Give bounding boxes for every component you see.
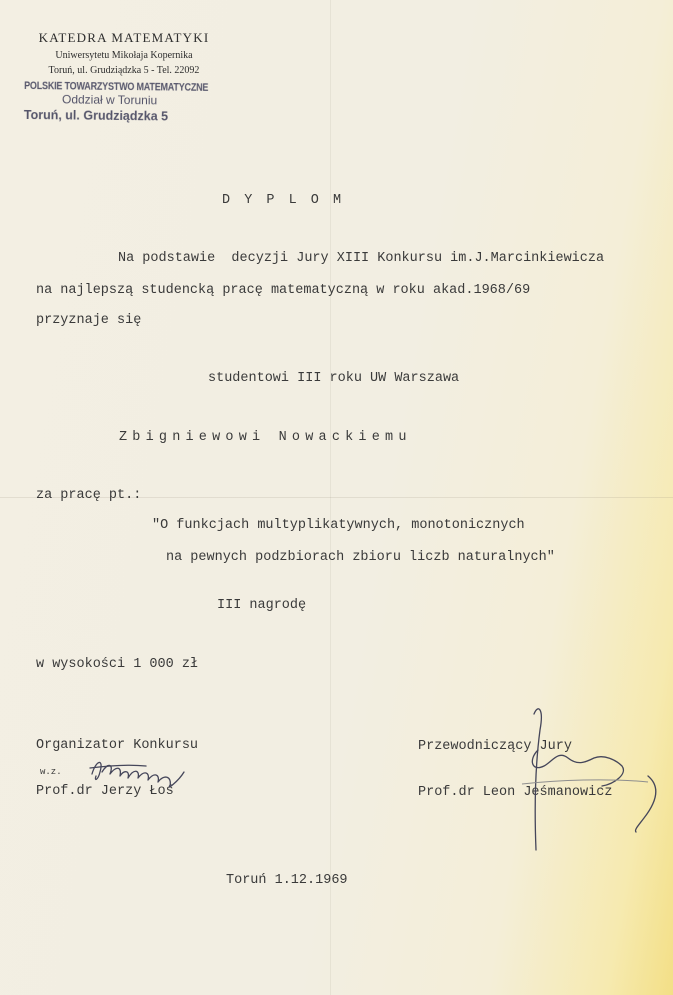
letterhead-university: Uniwersytetu Mikołaja Kopernika [55,50,193,61]
stamp-society-name: POLSKIE TOWARZYSTWO MATEMATYCZNE [24,78,209,94]
letterhead [24,30,224,76]
left-signatory-role: Organizator Konkursu [36,738,199,753]
letterhead-title: KATEDRA MATEMATYKI [38,30,210,45]
award-amount: w wysokości 1 000 zł [36,657,199,672]
right-handwritten-signature [498,700,670,860]
letterhead-address: Toruń, ul. Grudziądzka 5 - Tel. 22092 [48,65,200,76]
document-title: D Y P L O M [222,193,345,208]
paper-fold-vertical [330,0,331,995]
right-signatory-name: Prof.dr Leon Jeśmanowicz [418,785,613,800]
society-stamp [24,79,224,124]
recipient-name: Zbigniewowi Nowackiemu [119,430,412,445]
body-line-3: przyznaje się [36,313,142,328]
body-line-1: Na podstawie decyzji Jury XIII Konkursu im.J.Marcinkiewicza [118,251,605,266]
left-signatory-name: Prof.dr Jerzy Łoś [36,784,174,799]
body-line-2: na najlepszą studencką pracę matematyczną w roku akad.1968/69 [36,283,531,298]
stamp-address: Toruń, ul. Grudziądzka 5 [23,107,169,124]
left-handwritten-signature [86,752,196,792]
award-place: III nagrodę [217,598,307,613]
place-and-date: Toruń 1.12.1969 [226,873,348,888]
work-title-line-1: "O funkcjach multyplikatywnych, monotonicznych [152,518,525,533]
stamp-branch: Oddział w Toruniu [61,92,158,108]
right-signatory-role: Przewodniczący Jury [418,739,572,754]
work-title-line-2: na pewnych podzbiorach zbioru liczb naturalnych" [166,550,555,565]
left-signatory-note: w.z. [40,767,62,777]
recipient-description: studentowi III roku UW Warszawa [208,371,460,386]
work-intro: za pracę pt.: [36,488,142,503]
